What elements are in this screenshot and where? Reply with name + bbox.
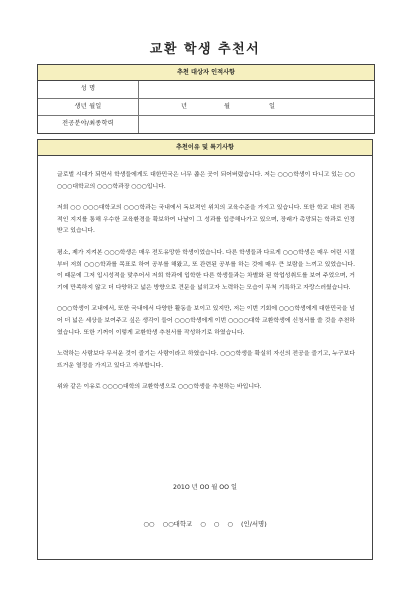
- birth-day-unit: 일: [269, 102, 275, 110]
- reason-paragraph: 글로벌 시대가 되면서 학생들에게도 대한민국은 너무 좁은 곳이 되어버렸습니다. 저는 ○○○학생이 다니고 있는 ○○ ○○○대학교의 ○○○학과장 ○○○입니다.: [57, 172, 355, 190]
- document-title: 교환 학생 추천서: [149, 42, 261, 57]
- reason-paragraph: ○○○학생이 교내에서, 또한 국내에서 다양한 활동을 보이고 있지만, 저는 이번 기회에 ○○○학생에게 대한민국을 넘어 더 넓은 세상을 보여주고 싶은 생각이 들어 ○○○학생에게 이번 ○○○○대학 교환학생에 신청서를 쓸 것을 추천하였습니다. 또한 기꺼이 이렇게 교환학생 추천서를 작성하기로 하였습니다.: [57, 306, 355, 336]
- reason-header: 추천이유 및 특기사항: [38, 140, 372, 156]
- info-row-name: [38, 81, 374, 99]
- birth-year-unit: 년: [181, 102, 187, 110]
- candidate-info-table: [37, 64, 375, 134]
- info-row-major: [38, 116, 374, 133]
- reason-paragraph: 노력하는 사람보다 무서운 것이 즐기는 사람이라고 하였습니다. ○○○학생을 확실히 자신의 전공을 즐기고, 누구보다 뜨거운 열정을 가지고 있다고 자부합니다.: [57, 351, 355, 369]
- info-row-birthdate: [38, 99, 374, 117]
- birth-month-unit: 월: [224, 102, 230, 110]
- info-value-major: [139, 116, 374, 133]
- info-label-name: 성 명: [38, 81, 139, 98]
- recommendation-reason-box: [37, 139, 373, 560]
- candidate-info-header: 추천 대상자 인적사항: [38, 65, 374, 81]
- info-label-major: 전공분야/최종학력: [38, 116, 139, 133]
- info-value-birthdate: [139, 99, 374, 116]
- info-label-birthdate: 생년 월일: [38, 99, 139, 116]
- reason-body: [57, 170, 355, 404]
- info-value-name: [139, 81, 374, 98]
- reason-paragraph: 저희 ○○ ○○○대학교의 ○○○학과는 국내에서 독보적인 위치의 교육수준을 가지고 있습니다. 또한 학교 내의 전폭적인 지지를 통해 우수한 교육환경을 확보하여 나날이 그 성과를 입증해나가고 있으며, 장래가 촉망되는 학과로 인정받고 있습니다.: [57, 205, 355, 235]
- signature-line: ○○ ○○대학교 ○ ○ ○ (인/서명): [143, 520, 267, 528]
- reason-paragraph: 위와 같은 이유로 ○○○○대학의 교환학생으로 ○○○학생을 추천하는 바입니다.: [57, 384, 262, 391]
- reason-paragraph: 평소, 제가 지켜본 ○○○학생은 매우 전도유망한 학생이었습니다. 다른 학생들과 다르게 ○○○학생은 매우 어린 시절부터 저희 ○○○학과를 목표로 하여 공부를 해왔고, 또 관련된 공부를 하는 것에 매우 큰 보람을 느끼고 있었습니다. 이 때문에 그저 입시성적을 맞추어서 저희 학과에 입학한 다른 학생들과는 차별화 된 학업성취도를 보여 주었으며, 거기에 만족하지 않고 더 다양하고 넓은 방향으로 견문을 넓히고자 노력하는 모습이 무척 기특하고 자랑스러웠습니다.: [57, 249, 355, 291]
- letter-date: 201O 년 OO 월 OO 일: [173, 484, 237, 491]
